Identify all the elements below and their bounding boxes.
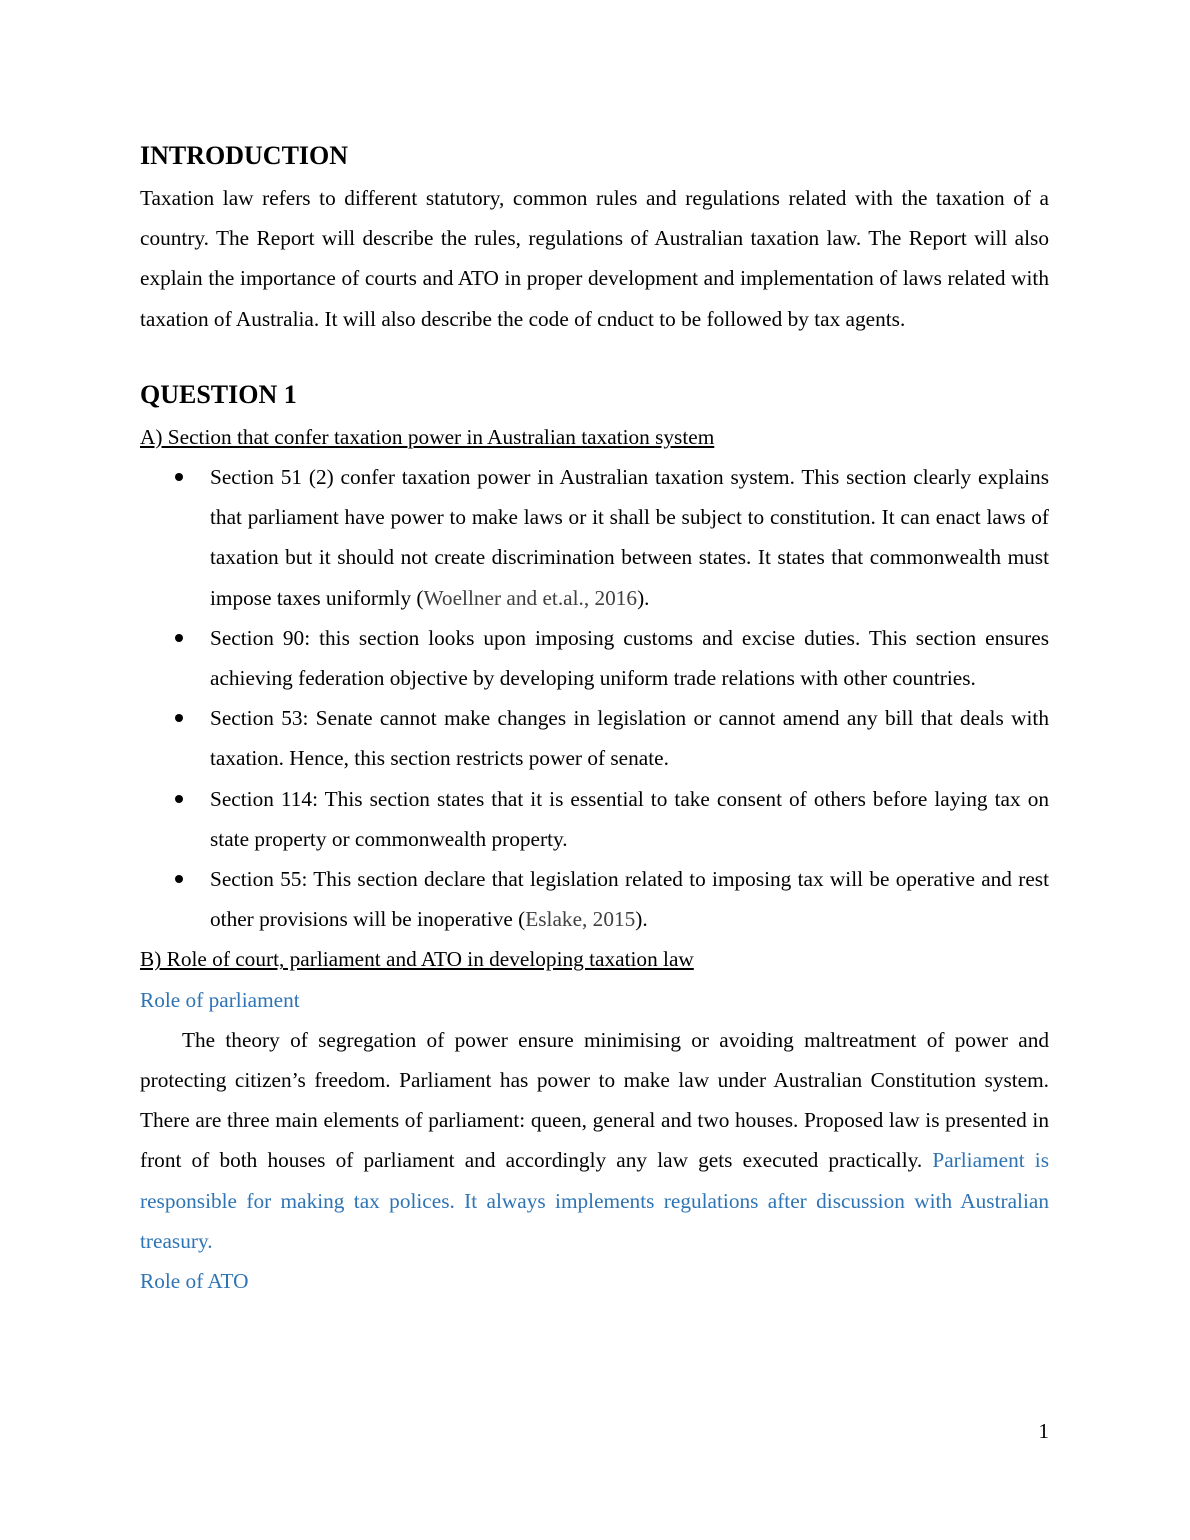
bullet-text: Section 114: This section states that it is essential to take consent of others before laying tax on state property or commonwealth property. — [210, 786, 1049, 851]
bullet-text: Section 53: Senate cannot make changes in legislation or cannot amend any bill that deals with taxation. Hence, this section restricts power of senate. — [210, 706, 1049, 771]
list-item — [140, 859, 1049, 939]
bullet-icon — [175, 473, 183, 481]
intro-paragraph: Taxation law refers to different statutory, common rules and regulations related with the taxation of a country. The Report will describe the rules, regulations of Australian taxation law. The Report will also explain the importance of courts and ATO in proper development and implementation of laws related with taxation of Australia. It will also describe the code of cnduct to be followed by tax agents. — [140, 186, 1049, 331]
document-page — [140, 138, 1049, 1301]
list-item — [140, 698, 1049, 778]
list-item — [140, 457, 1049, 618]
bullet-text-end: ). — [635, 907, 648, 932]
bullet-text: Section 90: this section looks upon imposing customs and excise duties. This section ensures achieving federation objective by developing uniform trade relations with other countries. — [210, 625, 1049, 691]
role-of-ato-heading: Role of ATO — [140, 1269, 249, 1294]
bullet-icon — [175, 875, 183, 883]
part-a-subheading: A) Section that confer taxation power in Australian taxation system — [140, 424, 715, 449]
section-bullet-list — [140, 457, 1049, 939]
bullet-icon — [175, 714, 183, 722]
parliament-text: The theory of segregation of power ensure minimising or avoiding maltreatment of power and protecting citizen’s freedom. Parliament has power to make law under Australian Constitution system. There are three main elements of parliament: queen, general and two houses. Proposed law is presented in front of both houses of parliament and accordingly any law gets executed practically. — [140, 1027, 1049, 1173]
list-item — [140, 779, 1049, 859]
bullet-text-end: ). — [637, 585, 650, 610]
citation: Woellner and et.al., 2016 — [423, 585, 638, 610]
role-of-parliament-heading: Role of parliament — [140, 987, 300, 1012]
list-item — [140, 618, 1049, 698]
bullet-icon — [175, 634, 183, 642]
parliament-paragraph — [140, 1020, 1049, 1261]
question1-heading: QUESTION 1 — [140, 379, 297, 409]
bullet-icon — [175, 795, 183, 803]
parliament-text-highlight: Parliament is responsible for making tax polices. It always implements regulations after discussion with Australian treasury. — [140, 1148, 1049, 1253]
bullet-text: Section 51 (2) confer taxation power in Australian taxation system. This section clearly explains that parliament have power to make laws or it shall be subject to constitution. It can enact laws of taxation but it should not create discrimination between states. It states that commonwealth must impose taxes uniformly ( — [210, 465, 1049, 610]
intro-heading: INTRODUCTION — [140, 141, 349, 170]
citation: Eslake, 2015 — [525, 907, 636, 932]
part-b-subheading: B) Role of court, parliament and ATO in developing taxation law — [140, 947, 694, 972]
bullet-text: Section 55: This section declare that legislation related to imposing tax will be operative and rest other provisions will be inoperative ( — [210, 867, 1049, 932]
page-number: 1 — [1038, 1419, 1049, 1443]
